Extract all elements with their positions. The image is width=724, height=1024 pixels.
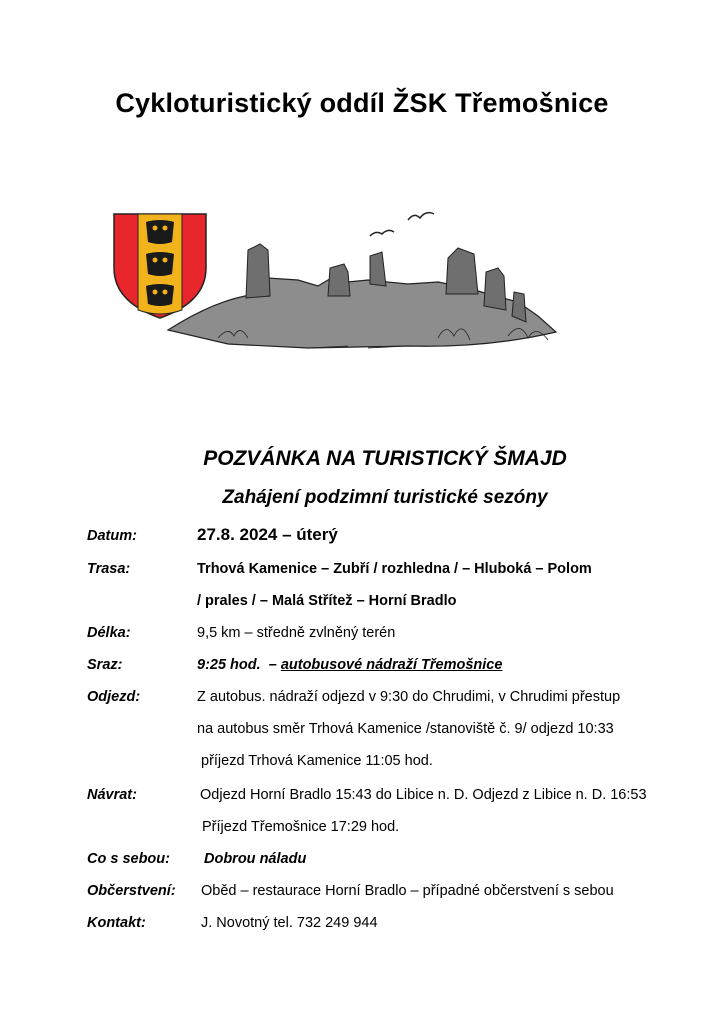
meeting-row bbox=[0, 657, 724, 681]
refreshment-row bbox=[0, 883, 724, 907]
date-value: 27.8. 2024 – úterý bbox=[197, 525, 338, 544]
return-line-1: Odjezd Horní Bradlo 15:43 do Libice n. D. Odjezd z Libice n. D. 16:53 bbox=[200, 787, 647, 803]
meeting-time: 9:25 hod. – bbox=[197, 657, 281, 673]
departure-row bbox=[0, 689, 724, 713]
meeting-place: autobusové nádraží Třemošnice bbox=[280, 657, 503, 673]
page-title: Cykloturistický oddíl ŽSK Třemošnice bbox=[115, 88, 609, 118]
departure-row-continued bbox=[0, 721, 724, 745]
meeting-label: Sraz: bbox=[87, 657, 123, 673]
departure-line-3: příjezd Trhová Kamenice 11:05 hod. bbox=[201, 753, 433, 769]
invitation-heading: POZVÁNKA NA TURISTICKÝ ŠMAJD bbox=[203, 447, 567, 470]
bring-row bbox=[0, 851, 724, 875]
route-row bbox=[0, 561, 724, 585]
date-label: Datum: bbox=[87, 528, 137, 544]
length-value: 9,5 km – středně zvlněný terén bbox=[197, 625, 396, 641]
header-illustration bbox=[108, 198, 578, 378]
bring-value: Dobrou náladu bbox=[204, 851, 307, 867]
date-row bbox=[0, 525, 724, 552]
contact-label: Kontakt: bbox=[87, 915, 146, 931]
departure-label: Odjezd: bbox=[87, 689, 141, 705]
meeting-value bbox=[197, 657, 502, 673]
length-label: Délka: bbox=[87, 625, 131, 641]
bring-label: Co s sebou: bbox=[87, 851, 170, 867]
contact-row bbox=[0, 915, 724, 939]
contact-value: J. Novotný tel. 732 249 944 bbox=[201, 915, 378, 931]
length-row bbox=[0, 625, 724, 649]
coat-of-arms-icon bbox=[114, 214, 206, 318]
return-row-continued bbox=[0, 819, 724, 843]
castle-ruin-icon bbox=[168, 244, 556, 348]
departure-line-1: Z autobus. nádraží odjezd v 9:30 do Chrudimi, v Chrudimi přestup bbox=[197, 689, 621, 705]
return-line-2: Příjezd Třemošnice 17:29 hod. bbox=[202, 819, 400, 835]
departure-row-continued-2 bbox=[0, 753, 724, 777]
route-line-2: / prales / – Malá Střítež – Horní Bradlo bbox=[197, 593, 457, 609]
departure-line-2: na autobus směr Trhová Kamenice /stanoviště č. 9/ odjezd 10:33 bbox=[197, 721, 614, 737]
return-row bbox=[0, 787, 724, 811]
bird-icon bbox=[370, 213, 434, 236]
refreshment-value: Oběd – restaurace Horní Bradlo – případné občerstvení s sebou bbox=[201, 883, 614, 899]
route-label: Trasa: bbox=[87, 561, 131, 577]
route-row-continued bbox=[0, 593, 724, 617]
return-label: Návrat: bbox=[87, 787, 137, 803]
invitation-subheading: Zahájení podzimní turistické sezóny bbox=[222, 487, 548, 508]
route-line-1: Trhová Kamenice – Zubří / rozhledna / – Hluboká – Polom bbox=[197, 561, 592, 577]
refreshment-label: Občerstvení: bbox=[87, 883, 176, 899]
